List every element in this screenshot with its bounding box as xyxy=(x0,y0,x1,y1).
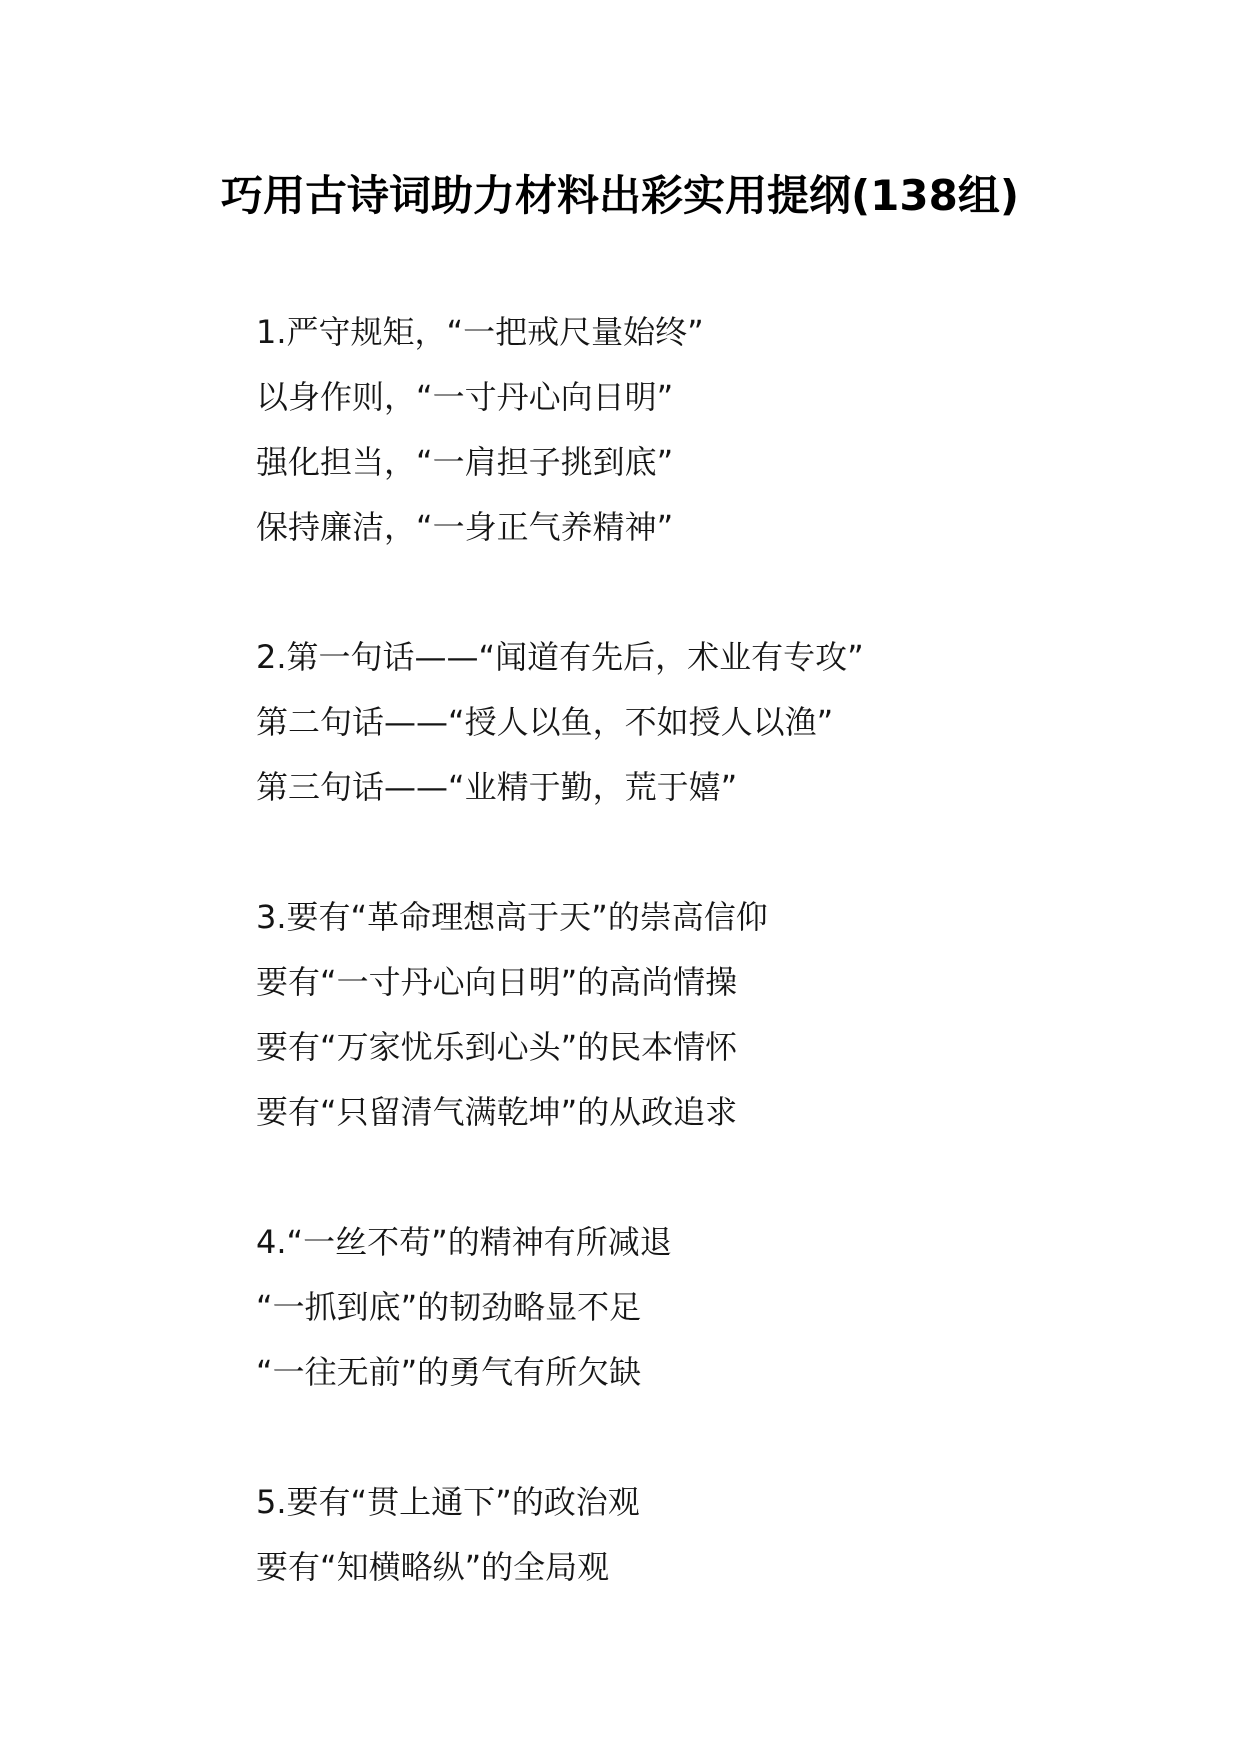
outline-line: 1.严守规矩，“一把戒尺量始终” xyxy=(256,313,704,351)
outline-line: 要有“一寸丹心向日明”的高尚情操 xyxy=(256,963,738,1001)
outline-line: “一往无前”的勇气有所欠缺 xyxy=(256,1353,642,1391)
document-title: 巧用古诗词助力材料出彩实用提纲(138组) xyxy=(220,171,1020,220)
outline-group-5 xyxy=(256,1470,1156,1600)
outline-line: 第三句话——“业精于勤，荒于嬉” xyxy=(256,768,738,806)
outline-group-4 xyxy=(256,1210,1156,1405)
outline-line: “一抓到底”的韧劲略显不足 xyxy=(256,1288,642,1326)
outline-group-3 xyxy=(256,885,1156,1145)
outline-line: 要有“只留清气满乾坤”的从政追求 xyxy=(256,1093,738,1131)
outline-line: 保持廉洁，“一身正气养精神” xyxy=(256,508,674,546)
outline-line: 第二句话——“授人以鱼，不如授人以渔” xyxy=(256,703,834,741)
outline-group-2 xyxy=(256,625,1156,820)
outline-line: 要有“万家忧乐到心头”的民本情怀 xyxy=(256,1028,738,1066)
outline-line: 3.要有“革命理想高于天”的崇高信仰 xyxy=(256,898,768,936)
outline-line: 以身作则，“一寸丹心向日明” xyxy=(256,378,674,416)
outline-line: 2.第一句话——“闻道有先后，术业有专攻” xyxy=(256,638,864,676)
outline-line: 要有“知横略纵”的全局观 xyxy=(256,1548,610,1586)
outline-line: 4.“一丝不苟”的精神有所减退 xyxy=(256,1223,672,1261)
outline-line: 5.要有“贯上通下”的政治观 xyxy=(256,1483,640,1521)
document-body xyxy=(256,300,1156,1665)
outline-line: 强化担当，“一肩担子挑到底” xyxy=(256,443,674,481)
outline-group-1 xyxy=(256,300,1156,560)
